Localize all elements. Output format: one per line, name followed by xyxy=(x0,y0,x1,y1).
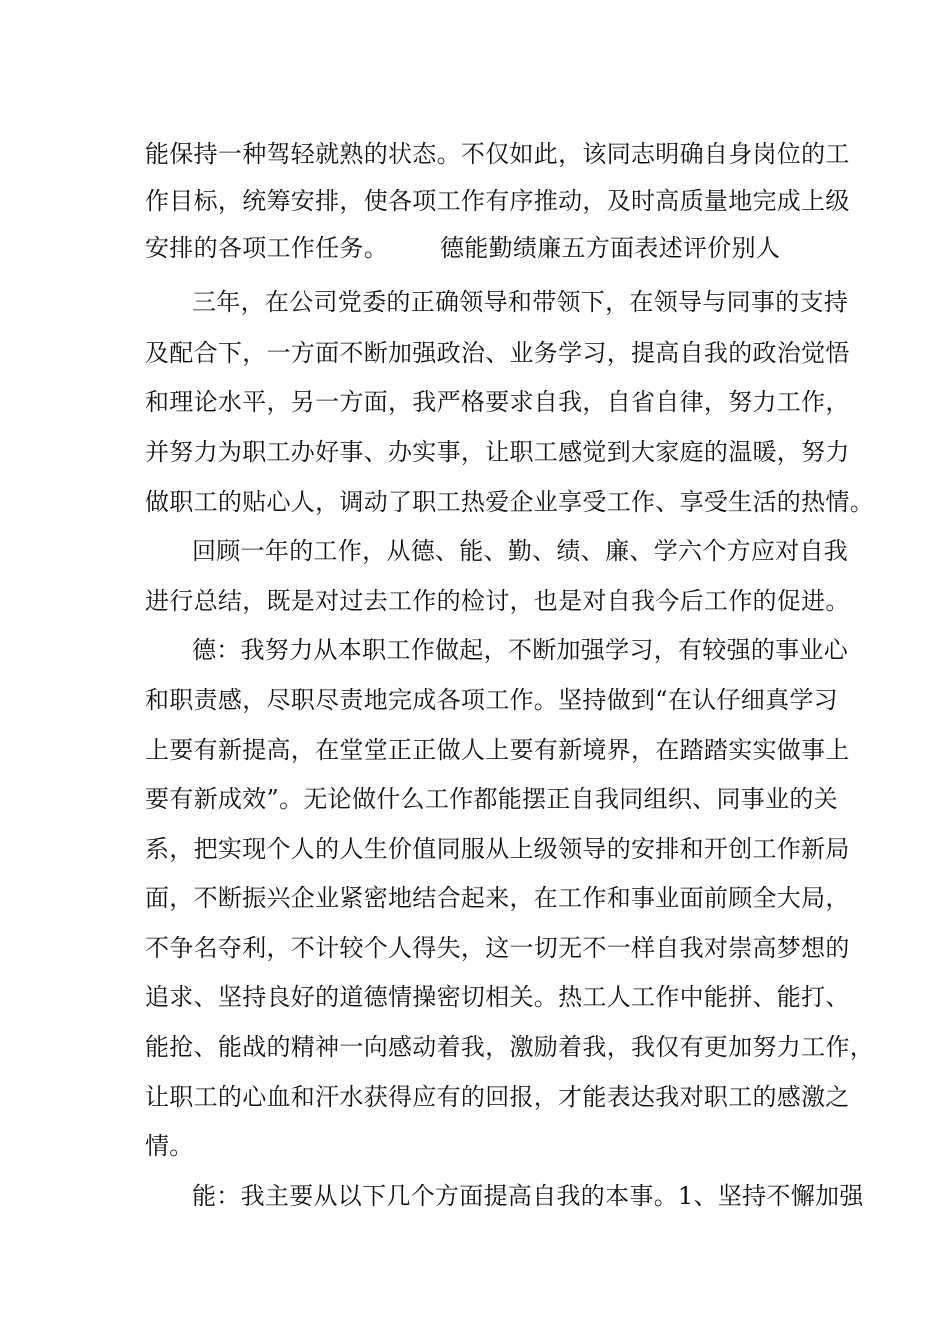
text-line-with-heading xyxy=(145,233,825,263)
text-line: 和理论水平，另一方面，我严格要求自我，自省自律，努力工作， xyxy=(145,388,850,416)
text-line: 并努力为职工办好事、办实事，让职工感觉到大家庭的温暖，努力 xyxy=(145,438,850,466)
paragraph-first-line: 回顾一年的工作，从德、能、勤、绩、廉、学六个方应对自我 xyxy=(192,537,849,565)
text-line: 做职工的贴心人，调动了职工热爱企业享受工作、享受生活的热情。 xyxy=(145,488,874,516)
text-line: 让职工的心血和汗水获得应有的回报，才能表达我对职工的感激之 xyxy=(145,1083,850,1111)
text-line: 作目标，统筹安排，使各项工作有序推动，及时高质量地完成上级 xyxy=(145,187,850,215)
text-line: 上要有新提高，在堂堂正正做人上要有新境界，在踏踏实实做事上 xyxy=(145,736,850,764)
text-line: 追求、坚持良好的道德情操密切相关。热工人工作中能拼、能打、 xyxy=(145,983,850,1011)
text-line: 安排的各项工作任务。 xyxy=(145,234,388,262)
text-line: 进行总结，既是对过去工作的检讨，也是对自我今后工作的促进。 xyxy=(145,587,850,615)
text-line: 及配合下，一方面不断加强政治、业务学习，提高自我的政治觉悟 xyxy=(145,339,850,367)
text-line: 系，把实现个人的人生价值同服从上级领导的安排和开创工作新局 xyxy=(145,835,850,863)
text-line: 和职责感，尽职尽责地完成各项工作。坚持做到“在认仔细真学习 xyxy=(145,686,838,714)
text-line: 要有新成效”。无论做什么工作都能摆正自我同组织、同事业的关 xyxy=(145,785,838,813)
paragraph-first-line: 德：我努力从本职工作做起，不断加强学习，有较强的事业心 xyxy=(192,636,849,664)
text-line: 面，不断振兴企业紧密地结合起来，在工作和事业面前顾全大局， xyxy=(145,884,850,912)
text-line: 能抢、能战的精神一向感动着我，激励着我，我仅有更加努力工作， xyxy=(145,1033,874,1061)
text-line: 不争名夺利，不计较个人得失，这一切无不一样自我对崇高梦想的 xyxy=(145,934,850,962)
text-line: 情。 xyxy=(145,1132,194,1160)
section-heading: 德能勤绩廉五方面表述评价别人 xyxy=(440,234,781,262)
paragraph-first-line: 能：我主要从以下几个方面提高自我的本事。1、坚持不懈加强 xyxy=(192,1182,864,1210)
paragraph-first-line: 三年，在公司党委的正确领导和带领下，在领导与同事的支持 xyxy=(192,288,849,316)
text-line: 能保持一种驾轻就熟的状态。不仅如此，该同志明确自身岗位的工 xyxy=(145,140,850,168)
